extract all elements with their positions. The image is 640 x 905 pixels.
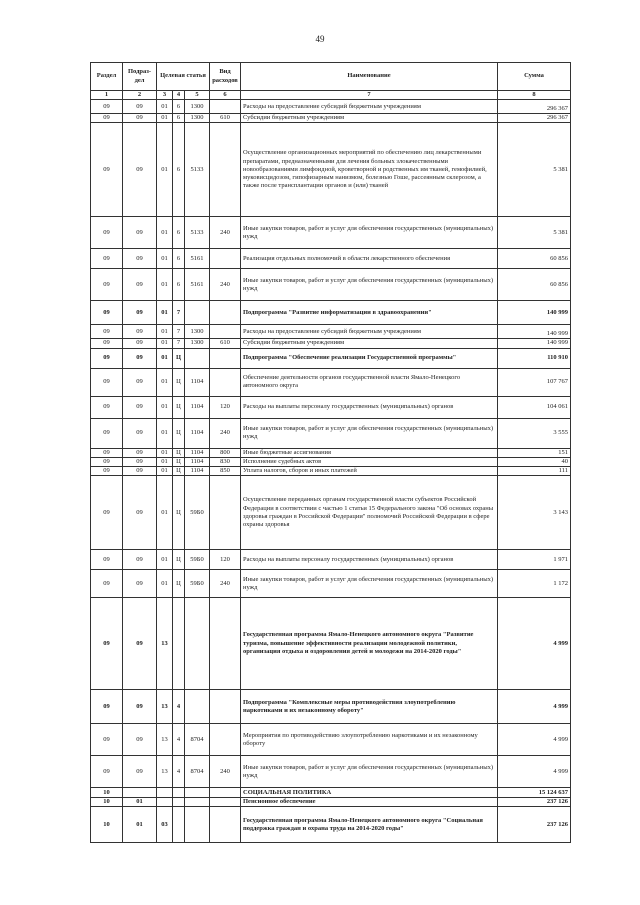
podrazdel-cell: 01 [123, 807, 157, 843]
name-cell: Мероприятия по противодействию злоупотреблению наркотиками и их незаконному обороту [241, 724, 498, 756]
table-row [91, 476, 571, 550]
target-article-part3-cell: 1104 [185, 368, 210, 396]
name-cell: Иные закупки товаров, работ и услуг для обеспечения государственных (муниципальных) нужд [241, 269, 498, 301]
name-cell: Государственная программа Ямало-Ненецкого автономного округа "Развитие туризма, повышение эффективности реализации молодежной политики, организация отдыха и оздоровления детей и молодежи на 2014-2020 годы" [241, 598, 498, 690]
name-cell: Пенсионное обеспечение [241, 798, 498, 807]
table-row [91, 788, 571, 798]
name-cell: Подпрограмма "Комплексные меры противодействия злоупотреблению наркотиками и их незаконному обороту" [241, 690, 498, 724]
target-article-part3-cell: 5133 [185, 217, 210, 249]
razdel-cell: 09 [91, 123, 123, 217]
target-article-part1-cell: 01 [157, 249, 173, 269]
target-article-part3-cell [185, 598, 210, 690]
podrazdel-cell: 09 [123, 457, 157, 466]
name-cell: Иные закупки товаров, работ и услуг для обеспечения государственных (муниципальных) нужд [241, 570, 498, 598]
target-article-part3-cell: 8704 [185, 756, 210, 788]
podrazdel-cell: 09 [123, 476, 157, 550]
name-cell: Иные закупки товаров, работ и услуг для обеспечения государственных (муниципальных) нужд [241, 217, 498, 249]
sum-cell: 5 381 [498, 217, 571, 249]
podrazdel-cell: 09 [123, 396, 157, 418]
razdel-cell: 09 [91, 724, 123, 756]
razdel-cell: 09 [91, 217, 123, 249]
target-article-part1-cell: 01 [157, 457, 173, 466]
name-cell: Иные бюджетные ассигнования [241, 448, 498, 457]
podrazdel-cell: 09 [123, 100, 157, 114]
expense-type-cell [210, 100, 241, 114]
sum-cell: 140 999 [498, 339, 571, 348]
target-article-part2-cell: 7 [173, 301, 185, 325]
podrazdel-cell: 09 [123, 339, 157, 348]
razdel-cell: 09 [91, 269, 123, 301]
target-article-part3-cell [185, 788, 210, 798]
name-cell: Реализация отдельных полномочий в области лекарственного обеспечения [241, 249, 498, 269]
expense-type-cell: 240 [210, 217, 241, 249]
podrazdel-cell: 09 [123, 249, 157, 269]
sum-cell: 4 999 [498, 598, 571, 690]
table-row [91, 100, 571, 114]
target-article-part2-cell: 6 [173, 217, 185, 249]
sum-cell: 104 061 [498, 396, 571, 418]
sum-cell: 140 999 [498, 301, 571, 325]
target-article-part2-cell [173, 807, 185, 843]
sum-cell: 107 767 [498, 368, 571, 396]
razdel-cell: 09 [91, 467, 123, 476]
razdel-cell: 10 [91, 798, 123, 807]
target-article-part1-cell: 01 [157, 418, 173, 448]
target-article-part1-cell: 01 [157, 550, 173, 570]
target-article-part2-cell: 4 [173, 756, 185, 788]
target-article-part3-cell: 1104 [185, 467, 210, 476]
name-cell: Иные закупки товаров, работ и услуг для обеспечения государственных (муниципальных) нужд [241, 418, 498, 448]
table-row [91, 724, 571, 756]
razdel-cell: 09 [91, 570, 123, 598]
podrazdel-cell: 09 [123, 114, 157, 123]
name-cell: Осуществление переданных органам государственной власти субъектов Российской Федерации в соответствии с частью 1 статьи 15 Федерального закона "Об основах охраны здоровья граждан в Российской Федерации" полномочий Российской Федерации в сфере охраны здоровья [241, 476, 498, 550]
header-naimenovanie: Наименование [241, 63, 498, 91]
sum-cell: 296 367 [498, 114, 571, 123]
target-article-part2-cell: Ц [173, 368, 185, 396]
target-article-part2-cell: 6 [173, 114, 185, 123]
expense-type-cell: 830 [210, 457, 241, 466]
target-article-part3-cell: 1104 [185, 396, 210, 418]
expense-type-cell: 120 [210, 396, 241, 418]
expense-type-cell [210, 348, 241, 368]
sum-cell: 3 143 [498, 476, 571, 550]
name-cell: Расходы на предоставление субсидий бюджетным учреждениям [241, 325, 498, 339]
target-article-part2-cell: 6 [173, 123, 185, 217]
expense-type-cell [210, 690, 241, 724]
table-row [91, 368, 571, 396]
target-article-part2-cell: 6 [173, 269, 185, 301]
razdel-cell: 09 [91, 457, 123, 466]
page-number: 49 [315, 34, 325, 44]
target-article-part3-cell [185, 690, 210, 724]
table-row [91, 798, 571, 807]
target-article-part2-cell: Ц [173, 476, 185, 550]
target-article-part2-cell: Ц [173, 418, 185, 448]
podrazdel-cell: 09 [123, 418, 157, 448]
header-number-row [91, 91, 571, 100]
table-row [91, 448, 571, 457]
target-article-part3-cell: 5133 [185, 123, 210, 217]
razdel-cell: 09 [91, 690, 123, 724]
target-article-part1-cell: 01 [157, 301, 173, 325]
target-article-part1-cell: 01 [157, 368, 173, 396]
target-article-part2-cell: Ц [173, 467, 185, 476]
table-row [91, 690, 571, 724]
target-article-part1-cell: 01 [157, 114, 173, 123]
target-article-part3-cell: 59Б0 [185, 550, 210, 570]
name-cell: Осуществление организационных мероприятий по обеспечению лиц лекарственными препаратами, предназначенными для лечения больных злокачественными новообразованиями лимфоидной, кроветворной и родственных им тканей, гемофилией, муковисцидозом, гипофизарным нанизмом, болезнью Гоше, рассеянным склерозом, а также после трансплантации органов и (или) тканей [241, 123, 498, 217]
podrazdel-cell: 09 [123, 325, 157, 339]
target-article-part2-cell: 4 [173, 690, 185, 724]
target-article-part1-cell: 01 [157, 396, 173, 418]
target-article-part3-cell [185, 348, 210, 368]
header-summa: Сумма [498, 63, 571, 91]
header-number-cell: 1 [91, 91, 123, 100]
name-cell: Государственная программа Ямало-Ненецкого автономного округа "Социальная поддержка граждан и охрана труда на 2014-2020 годы" [241, 807, 498, 843]
target-article-part1-cell: 01 [157, 100, 173, 114]
name-cell: Расходы на предоставление субсидий бюджетным учреждениям [241, 100, 498, 114]
podrazdel-cell: 09 [123, 690, 157, 724]
target-article-part1-cell [157, 798, 173, 807]
table-row [91, 396, 571, 418]
table-row [91, 325, 571, 339]
table-row [91, 269, 571, 301]
table-row [91, 348, 571, 368]
target-article-part2-cell: Ц [173, 457, 185, 466]
target-article-part3-cell: 1104 [185, 448, 210, 457]
razdel-cell: 09 [91, 100, 123, 114]
sum-cell: 4 999 [498, 756, 571, 788]
target-article-part3-cell: 1300 [185, 100, 210, 114]
table-row [91, 123, 571, 217]
podrazdel-cell: 09 [123, 467, 157, 476]
expense-type-cell [210, 788, 241, 798]
table-row [91, 570, 571, 598]
target-article-part1-cell: 01 [157, 348, 173, 368]
target-article-part3-cell [185, 807, 210, 843]
razdel-cell: 09 [91, 476, 123, 550]
target-article-part2-cell [173, 798, 185, 807]
podrazdel-cell: 09 [123, 217, 157, 249]
expense-type-cell [210, 249, 241, 269]
target-article-part1-cell: 13 [157, 724, 173, 756]
header-razdel: Раздел [91, 63, 123, 91]
expense-type-cell: 240 [210, 269, 241, 301]
expense-type-cell [210, 368, 241, 396]
target-article-part1-cell: 13 [157, 598, 173, 690]
sum-cell: 4 999 [498, 724, 571, 756]
podrazdel-cell: 09 [123, 756, 157, 788]
name-cell: Субсидии бюджетным учреждениям [241, 339, 498, 348]
expense-type-cell [210, 798, 241, 807]
razdel-cell: 09 [91, 448, 123, 457]
expense-type-cell [210, 724, 241, 756]
podrazdel-cell: 09 [123, 550, 157, 570]
header-number-cell: 6 [210, 91, 241, 100]
sum-cell: 237 126 [498, 798, 571, 807]
expense-type-cell [210, 123, 241, 217]
table-row [91, 598, 571, 690]
sum-cell: 111 [498, 467, 571, 476]
header-number-cell: 7 [241, 91, 498, 100]
target-article-part1-cell: 13 [157, 690, 173, 724]
target-article-part3-cell [185, 798, 210, 807]
target-article-part3-cell [185, 301, 210, 325]
sum-cell: 40 [498, 457, 571, 466]
sum-cell: 60 856 [498, 249, 571, 269]
target-article-part1-cell: 01 [157, 570, 173, 598]
sum-cell: 151 [498, 448, 571, 457]
name-cell: Обеспечение деятельности органов государственной власти Ямало-Ненецкого автономного округа [241, 368, 498, 396]
podrazdel-cell: 01 [123, 798, 157, 807]
sum-cell: 1 971 [498, 550, 571, 570]
target-article-part3-cell: 1300 [185, 325, 210, 339]
podrazdel-cell: 09 [123, 123, 157, 217]
name-cell: Расходы на выплаты персоналу государственных (муниципальных) органов [241, 550, 498, 570]
sum-cell: 110 910 [498, 348, 571, 368]
header-number-cell: 5 [185, 91, 210, 100]
razdel-cell: 09 [91, 550, 123, 570]
sum-cell: 15 124 637 [498, 788, 571, 798]
target-article-part3-cell: 1300 [185, 339, 210, 348]
table-body [91, 100, 571, 843]
expense-type-cell [210, 325, 241, 339]
razdel-cell: 09 [91, 114, 123, 123]
target-article-part2-cell: Ц [173, 550, 185, 570]
name-cell: Уплата налогов, сборов и иных платежей [241, 467, 498, 476]
razdel-cell: 09 [91, 325, 123, 339]
sum-cell: 296 367 [498, 100, 571, 114]
target-article-part1-cell: 01 [157, 325, 173, 339]
expense-type-cell: 850 [210, 467, 241, 476]
target-article-part1-cell: 13 [157, 756, 173, 788]
target-article-part2-cell: 7 [173, 339, 185, 348]
header-number-cell: 3 [157, 91, 173, 100]
table-row [91, 114, 571, 123]
table-row [91, 550, 571, 570]
name-cell: Иные закупки товаров, работ и услуг для обеспечения государственных (муниципальных) нужд [241, 756, 498, 788]
target-article-part2-cell [173, 598, 185, 690]
name-cell: Подпрограмма "Обеспечение реализации Государственной программы" [241, 348, 498, 368]
podrazdel-cell: 09 [123, 598, 157, 690]
expense-type-cell: 610 [210, 339, 241, 348]
sum-cell: 5 381 [498, 123, 571, 217]
header-tselevaya-statya: Целевая статья [157, 63, 210, 91]
header-vid-rashodov: Вид расходов [210, 63, 241, 91]
target-article-part3-cell: 5161 [185, 249, 210, 269]
header-podrazdel: Подраз-дел [123, 63, 157, 91]
name-cell: Субсидии бюджетным учреждениям [241, 114, 498, 123]
table-row [91, 301, 571, 325]
name-cell: СОЦИАЛЬНАЯ ПОЛИТИКА [241, 788, 498, 798]
target-article-part1-cell: 01 [157, 123, 173, 217]
sum-cell: 3 555 [498, 418, 571, 448]
razdel-cell: 09 [91, 756, 123, 788]
expense-type-cell: 240 [210, 570, 241, 598]
podrazdel-cell: 09 [123, 301, 157, 325]
razdel-cell: 10 [91, 807, 123, 843]
razdel-cell: 09 [91, 418, 123, 448]
target-article-part3-cell: 1104 [185, 418, 210, 448]
target-article-part1-cell: 01 [157, 269, 173, 301]
target-article-part1-cell: 03 [157, 807, 173, 843]
budget-table [90, 62, 571, 843]
podrazdel-cell: 09 [123, 570, 157, 598]
table-row [91, 756, 571, 788]
target-article-part3-cell: 1300 [185, 114, 210, 123]
table-row [91, 418, 571, 448]
razdel-cell: 09 [91, 249, 123, 269]
target-article-part2-cell: Ц [173, 348, 185, 368]
target-article-part3-cell: 1104 [185, 457, 210, 466]
target-article-part2-cell [173, 788, 185, 798]
table-row [91, 249, 571, 269]
podrazdel-cell: 09 [123, 448, 157, 457]
target-article-part2-cell: Ц [173, 448, 185, 457]
expense-type-cell: 240 [210, 756, 241, 788]
sum-cell: 60 856 [498, 269, 571, 301]
razdel-cell: 10 [91, 788, 123, 798]
target-article-part1-cell: 01 [157, 467, 173, 476]
target-article-part1-cell: 01 [157, 217, 173, 249]
razdel-cell: 09 [91, 339, 123, 348]
table-row [91, 339, 571, 348]
target-article-part2-cell: 4 [173, 724, 185, 756]
sum-cell: 4 999 [498, 690, 571, 724]
razdel-cell: 09 [91, 396, 123, 418]
target-article-part2-cell: 7 [173, 325, 185, 339]
sum-cell: 237 126 [498, 807, 571, 843]
razdel-cell: 09 [91, 301, 123, 325]
sum-cell: 1 172 [498, 570, 571, 598]
table-row [91, 457, 571, 466]
target-article-part1-cell [157, 788, 173, 798]
expense-type-cell: 800 [210, 448, 241, 457]
name-cell: Подпрограмма "Развитие информатизации в здравоохранении" [241, 301, 498, 325]
header-number-cell: 4 [173, 91, 185, 100]
expense-type-cell [210, 807, 241, 843]
target-article-part3-cell: 8704 [185, 724, 210, 756]
podrazdel-cell: 09 [123, 269, 157, 301]
razdel-cell: 09 [91, 368, 123, 396]
expense-type-cell [210, 301, 241, 325]
target-article-part3-cell: 5161 [185, 269, 210, 301]
expense-type-cell: 120 [210, 550, 241, 570]
name-cell: Расходы на выплаты персоналу государственных (муниципальных) органов [241, 396, 498, 418]
table-row [91, 467, 571, 476]
expense-type-cell [210, 476, 241, 550]
target-article-part1-cell: 01 [157, 339, 173, 348]
name-cell: Исполнение судебных актов [241, 457, 498, 466]
target-article-part2-cell: Ц [173, 396, 185, 418]
target-article-part2-cell: 6 [173, 100, 185, 114]
expense-type-cell: 610 [210, 114, 241, 123]
podrazdel-cell: 09 [123, 348, 157, 368]
target-article-part1-cell: 01 [157, 476, 173, 550]
razdel-cell: 09 [91, 598, 123, 690]
expense-type-cell [210, 598, 241, 690]
razdel-cell: 09 [91, 348, 123, 368]
podrazdel-cell: 09 [123, 724, 157, 756]
target-article-part3-cell: 59Б0 [185, 570, 210, 598]
header-number-cell: 8 [498, 91, 571, 100]
podrazdel-cell: 09 [123, 368, 157, 396]
target-article-part1-cell: 01 [157, 448, 173, 457]
table-row [91, 217, 571, 249]
sum-cell: 140 999 [498, 325, 571, 339]
table-row [91, 807, 571, 843]
expense-type-cell: 240 [210, 418, 241, 448]
podrazdel-cell [123, 788, 157, 798]
target-article-part3-cell: 59Б0 [185, 476, 210, 550]
header-number-cell: 2 [123, 91, 157, 100]
target-article-part2-cell: 6 [173, 249, 185, 269]
target-article-part2-cell: Ц [173, 570, 185, 598]
